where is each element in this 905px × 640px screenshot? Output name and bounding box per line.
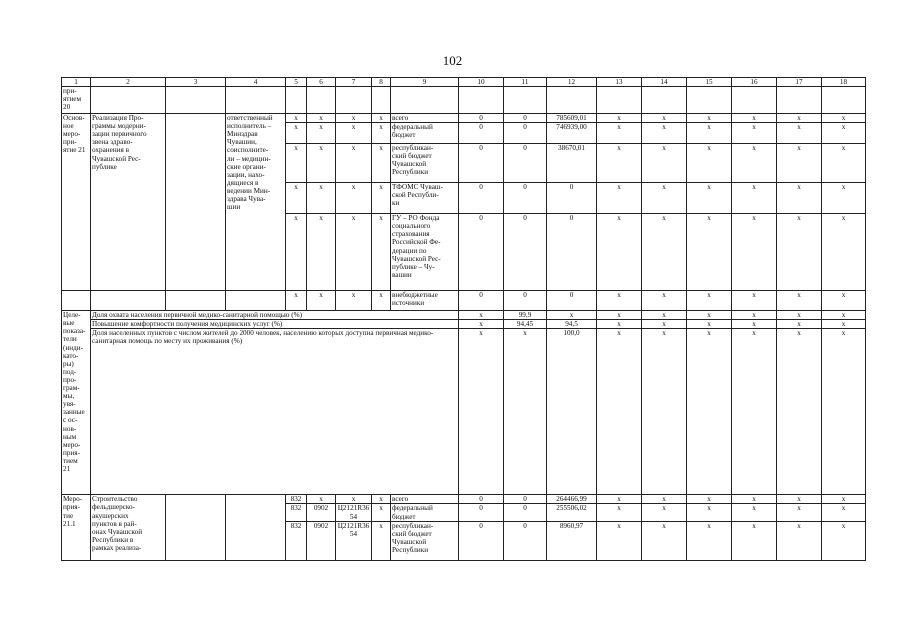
value-cell: x [642,320,687,329]
value-cell: x [822,123,866,144]
value-cell: 0 [504,123,547,144]
code-cell: x [307,495,336,504]
value-cell: x [597,320,642,329]
value-cell: x [687,123,732,144]
value-cell: 785609,01 [547,114,597,123]
value-cell: 746939,00 [547,123,597,144]
value-cell: x [732,114,777,123]
targets-label: Целе- вые показа- тели (инди- като- ры) под- про- грам- мы, увя- занные с ос- нов- ным меро- прия- тием 21 [62,311,91,495]
target-indicator-text: Повышение комфортности получения медицинских услуг (%) [91,320,459,329]
value-cell: 0 [459,183,504,214]
value-cell: x [597,521,642,560]
value-cell: 0 [504,183,547,214]
value-cell: x [687,291,732,311]
code-cell: x [286,183,307,214]
empty-cell [391,87,459,114]
value-cell: x [597,291,642,311]
sub-event-name: Строительство фельдшерско- акушерских пунктов в рай- онах Чувашской Республики в рамках реализа- [91,495,166,560]
page-number: 102 [442,53,463,68]
code-cell: x [336,183,372,214]
value-cell: x [504,329,547,495]
value-cell: 0 [459,214,504,291]
empty-cell [166,495,226,560]
sub-event-label: Меро- прия- тие 21.1 [62,495,91,560]
code-cell: x [307,291,336,311]
value-cell: x [822,311,866,320]
continuation-label: при- ятием 20 [62,87,91,114]
header-row [62,78,866,87]
value-cell: x [732,123,777,144]
value-cell: x [732,214,777,291]
value-cell: x [687,320,732,329]
value-cell: x [822,521,866,560]
empty-cell [91,291,166,311]
program-table [61,77,866,561]
value-cell: x [459,329,504,495]
value-cell: x [642,144,687,183]
empty-cell [226,495,286,560]
value-cell: 94,45 [504,320,547,329]
value-cell: x [822,320,866,329]
value-cell: 0 [547,291,597,311]
value-cell: x [687,329,732,495]
value-cell: 8960,97 [547,521,597,560]
code-cell: x [336,114,372,123]
value-cell: x [642,495,687,504]
column-header: 2 [91,78,166,87]
value-cell: x [597,123,642,144]
code-cell: x [372,114,391,123]
code-cell: x [307,114,336,123]
value-cell: x [597,311,642,320]
column-header: 17 [777,78,822,87]
funding-source: республикан- ский бюджет Чувашской Республики [391,521,459,560]
value-cell: x [822,114,866,123]
value-cell: x [642,521,687,560]
value-cell: x [732,320,777,329]
column-header: 11 [504,78,547,87]
code-cell: 0902 [307,521,336,560]
empty-cell [547,87,597,114]
value-cell: 0 [547,183,597,214]
value-cell: x [642,114,687,123]
empty-cell [62,291,91,311]
value-cell: 255506,02 [547,504,597,521]
value-cell: x [777,291,822,311]
value-cell: x [777,495,822,504]
column-header: 13 [597,78,642,87]
value-cell: x [547,311,597,320]
value-cell: x [732,291,777,311]
code-cell: x [286,144,307,183]
value-cell: x [732,495,777,504]
column-header: 16 [732,78,777,87]
code-cell: x [372,144,391,183]
value-cell: x [687,214,732,291]
value-cell: x [687,521,732,560]
value-cell: x [777,320,822,329]
column-header: 6 [307,78,336,87]
code-cell: 832 [286,504,307,521]
value-cell: x [687,183,732,214]
empty-cell [777,87,822,114]
code-cell: x [307,214,336,291]
value-cell: 0 [504,144,547,183]
empty-cell [286,87,307,114]
value-cell: x [732,144,777,183]
target-indicator-text: Доля охвата населения первичной медико-санитарной помощью (%) [91,311,459,320]
code-cell: x [336,214,372,291]
value-cell: x [777,521,822,560]
value-cell: x [642,123,687,144]
empty-cell [459,87,504,114]
value-cell: x [777,144,822,183]
code-cell: x [372,521,391,560]
column-header: 10 [459,78,504,87]
value-cell: x [732,183,777,214]
funding-source: федеральный бюджет [391,504,459,521]
value-cell: 94,5 [547,320,597,329]
value-cell: x [642,214,687,291]
value-cell: x [732,311,777,320]
value-cell: x [642,183,687,214]
value-cell: 0 [504,504,547,521]
value-cell: 0 [459,123,504,144]
table-body [62,78,866,561]
value-cell: x [642,291,687,311]
empty-cell [732,87,777,114]
empty-cell [642,87,687,114]
funding-source: республикан- ский бюджет Чувашской Республики [391,144,459,183]
value-cell: x [687,144,732,183]
value-cell: x [597,183,642,214]
empty-cell [166,87,226,114]
value-cell: 0 [547,214,597,291]
value-cell: x [777,329,822,495]
column-header: 4 [226,78,286,87]
target-indicator-text: Доля населенных пунктов с числом жителей до 2000 человек, населению которых доступна первичная медико-санитарная помощь по месту их проживания (%) [91,329,459,495]
code-cell: x [286,291,307,311]
value-cell: x [597,504,642,521]
value-cell: x [822,144,866,183]
value-cell: 0 [459,504,504,521]
empty-cell [166,114,226,291]
sub-event-row [62,495,866,504]
empty-cell [336,87,372,114]
value-cell: x [687,311,732,320]
code-cell: x [307,144,336,183]
value-cell: 0 [459,144,504,183]
code-cell: x [336,144,372,183]
target-row [62,329,866,495]
column-header: 5 [286,78,307,87]
code-cell: x [286,123,307,144]
column-header: 7 [336,78,372,87]
value-cell: x [642,311,687,320]
empty-cell [597,87,642,114]
column-header: 18 [822,78,866,87]
code-cell: Ц2121R36 54 [336,504,372,521]
value-cell: x [777,214,822,291]
code-cell: 832 [286,521,307,560]
value-cell: x [642,329,687,495]
code-cell: x [372,183,391,214]
value-cell: 99,9 [504,311,547,320]
value-cell: 0 [504,291,547,311]
target-row [62,320,866,329]
value-cell: x [822,495,866,504]
target-row [62,311,866,320]
code-cell: x [372,214,391,291]
main-event-row [62,291,866,311]
empty-cell [226,291,286,311]
value-cell: x [822,329,866,495]
value-cell: x [597,329,642,495]
main-event-label: Основ- ное меро- при- ятие 21 [62,114,91,291]
funding-source: внебюджетные источники [391,291,459,311]
code-cell: x [286,114,307,123]
value-cell: x [777,504,822,521]
main-event-row [62,114,866,123]
value-cell: x [777,311,822,320]
value-cell: 100,0 [547,329,597,495]
empty-cell [504,87,547,114]
value-cell: 264466,99 [547,495,597,504]
value-cell: x [687,504,732,521]
column-header: 14 [642,78,687,87]
empty-cell [307,87,336,114]
code-cell: x [336,291,372,311]
empty-cell [687,87,732,114]
value-cell: x [732,504,777,521]
value-cell: x [777,183,822,214]
value-cell: x [777,114,822,123]
funding-source: всего [391,495,459,504]
value-cell: 0 [459,114,504,123]
value-cell: 0 [504,495,547,504]
funding-source: ТФОМС Чуваш- ской Республи- ки [391,183,459,214]
value-cell: 0 [504,214,547,291]
value-cell: x [687,114,732,123]
value-cell: x [642,504,687,521]
value-cell: x [597,495,642,504]
code-cell: Ц2121R36 54 [336,521,372,560]
code-cell: x [336,123,372,144]
value-cell: x [732,329,777,495]
value-cell: x [597,214,642,291]
column-header: 1 [62,78,91,87]
continuation-row [62,87,866,114]
value-cell: 0 [504,521,547,560]
code-cell: x [372,495,391,504]
main-event-executor: ответственный исполнитель – Минздрав Чувашии, соисполните- ли – медицин- ские органи- зации, нахо- дящиеся в ведении Мин- здрава Чува- шии [226,114,286,291]
column-header: 8 [372,78,391,87]
value-cell: x [822,183,866,214]
value-cell: x [732,521,777,560]
value-cell: x [822,504,866,521]
main-event-name: Реализация Про- граммы модерни- зации первичного звена здраво- охранения в Чувашской Рес- публике [91,114,166,291]
code-cell: x [286,214,307,291]
value-cell: x [822,214,866,291]
value-cell: x [597,144,642,183]
code-cell: x [336,495,372,504]
funding-source: федеральный бюджет [391,123,459,144]
empty-cell [822,87,866,114]
value-cell: x [687,495,732,504]
value-cell: 0 [459,521,504,560]
value-cell: 0 [459,495,504,504]
code-cell: 0902 [307,504,336,521]
code-cell: 832 [286,495,307,504]
empty-cell [372,87,391,114]
code-cell: x [372,504,391,521]
column-header: 12 [547,78,597,87]
column-header: 15 [687,78,732,87]
value-cell: 0 [459,291,504,311]
value-cell: 38670,01 [547,144,597,183]
column-header: 3 [166,78,226,87]
code-cell: x [372,291,391,311]
value-cell: 0 [504,114,547,123]
code-cell: x [307,183,336,214]
value-cell: x [597,114,642,123]
funding-source: всего [391,114,459,123]
code-cell: x [372,123,391,144]
value-cell: x [459,311,504,320]
value-cell: x [777,123,822,144]
empty-cell [166,291,226,311]
funding-source: ГУ – РО Фонда социального страхования Российской Фе- дерации по Чувашской Рес- публике – Чу- вашии [391,214,459,291]
value-cell: x [459,320,504,329]
empty-cell [91,87,166,114]
empty-cell [226,87,286,114]
column-header: 9 [391,78,459,87]
value-cell: x [822,291,866,311]
code-cell: x [307,123,336,144]
